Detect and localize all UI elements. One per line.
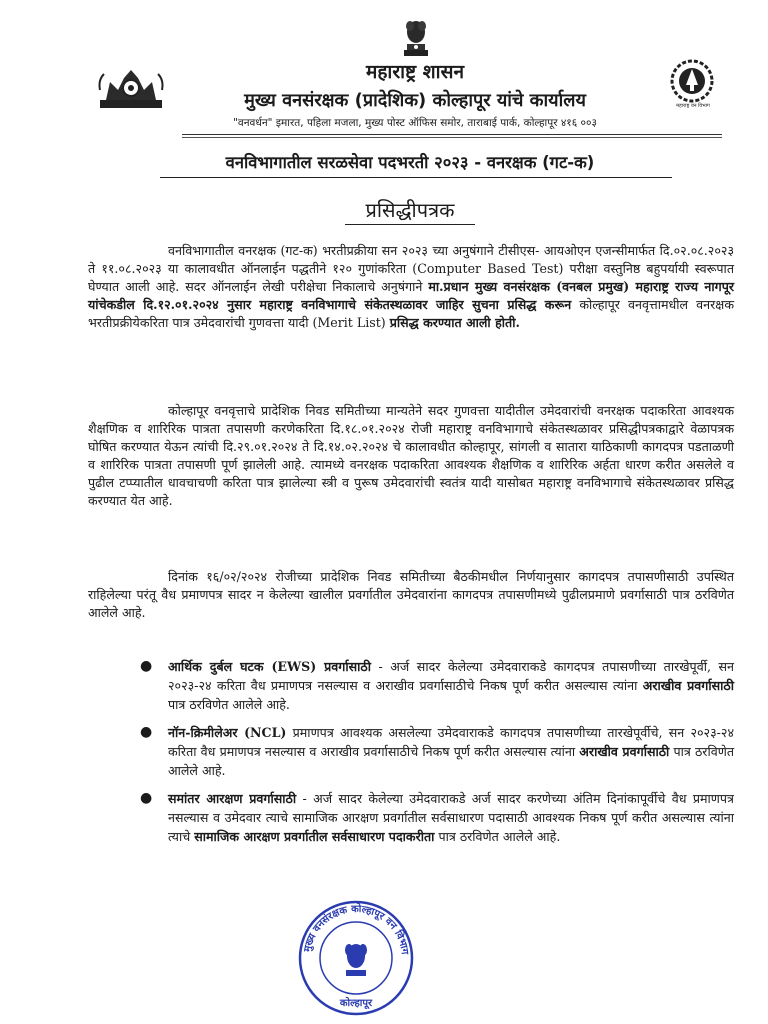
- ashoka-emblem-icon: [398, 14, 434, 58]
- subject-underline: [160, 177, 672, 178]
- notice-subject: वनविभागातील सरळसेवा पदभरती २०२३ - वनरक्षक (गट-क): [225, 153, 595, 172]
- svg-text:कोल्हापूर: कोल्हापूर: [339, 998, 373, 1009]
- bullet-icon: ●: [140, 658, 153, 674]
- office-title: मुख्य वनसंरक्षक (प्रादेशिक) कोल्हापूर यांचे कार्यालय: [244, 90, 586, 111]
- govt-title: महाराष्ट्र शासन: [365, 61, 464, 83]
- list-item-parallel-reservation: ● समांतर आरक्षण प्रवर्गासाठी - अर्ज सादर केलेल्या उमेदवाराकडे अर्ज सादर करणेच्या अंतिम दिनांकापूर्वीचे वैध प्रमाणपत्र नसल्यास व उमेदवार त्याचे सामाजिक आरक्षण प्रवर्गातील सर्वसाधारण पदासाठी आवश्यक निकष पूर्ण करीत असल्यास त्यांना त्याचे सामाजिक आरक्षण प्रवर्गातील सर्वसाधारण पदाकरीता पात्र ठरविणेत आलेले आहे.: [140, 790, 734, 844]
- office-seal-icon: [296, 898, 416, 1018]
- bullet-icon: ●: [140, 790, 153, 806]
- header-divider: [182, 134, 722, 135]
- category-list: [140, 657, 735, 855]
- office-address: "वनवर्धन" इमारत, पहिला मजला, मुख्य पोस्ट ऑफिस समोर, ताराबाई पार्क, कोल्हापूर ४१६ ००३: [233, 117, 597, 129]
- right-logo-caption: महाराष्ट्र वन विभाग: [676, 103, 710, 109]
- paragraph-committee-decision: दिनांक १६/०२/२०२४ रोजीच्या प्रादेशिक निवड समितीच्या बैठकीमधील निर्णयानुसार कागदपत्र तपासणीसाठी उपस्थित राहिलेल्या परंतू वैध प्रमाणपत्र सादर न केलेल्या खालील प्रवर्गातील उमेदवारांना कागदपत्र तपासणीमध्ये पुढीलप्रमाणे प्रवर्गासाठी पात्र ठरविणेत आलेले आहे.: [88, 569, 734, 620]
- notice-heading-underline: [345, 224, 475, 225]
- paragraph-verification: कोल्हापूर वनवृत्ताचे प्रादेशिक निवड समितीच्या मान्यतेने सदर गुणवत्ता यादीतील उमेदवारांची वनरक्षक पदाकरिता आवश्यक शैक्षणिक व शारिरिक पात्रता तपासणी करणेकरिता दि.१८.०१.२०२४ रोजी महाराष्ट्र वनविभागाचे संकेतस्थळावर प्रसिद्धीपत्रकाद्वारे वेळापत्रक घोषित करण्यात येऊन त्यांची दि.२९.०१.२०२४ ते दि.१४.०२.२०२४ चे कालावधीत कोल्हापूर, सांगली व सातारा याठिकाणी कागदपत्र पडताळणी व शारिरिक पात्रता तपासणी पूर्ण झालेली आहे. त्यामध्ये वनरक्षक पदाकरिता आवश्यक शैक्षणिक व शारिरिक अर्हता धारण करीत असलेले व पुढील टप्प्यातील धावचाचणी करिता पात्र झालेल्या स्त्री व पुरूष उमेदवारांची स्वतंत्र यादी यासोबत महाराष्ट्र वनविभागाचे संकेतस्थळावर प्रसिद्ध करण्यात येत आहे.: [88, 403, 734, 508]
- header-divider-secondary: [182, 137, 722, 138]
- svg-text:मुख्य वनसंरक्षक कोल्हापूर वन व: मुख्य वनसंरक्षक कोल्हापूर वन विभाग: [302, 903, 410, 956]
- bullet-icon: ●: [140, 724, 153, 740]
- list-item-ncl: ● नॉन-क्रिमीलेअर (NCL) प्रमाणपत्र आवश्यक असलेल्या उमेदवाराकडे कागदपत्र तपासणीच्या तारखेपूर्वीचे, सन २०२३-२४ करिता वैध प्रमाणपत्र नसल्यास व अराखीव प्रवर्गासाठीचे निकष पूर्ण करीत असल्यास त्यांना अराखीव प्रवर्गासाठी पात्र ठरविणेत आलेले आहे.: [140, 724, 735, 778]
- paragraph-merit-list: वनविभागातील वनरक्षक (गट-क) भरतीप्रक्रीया सन २०२३ च्या अनुषंगाने टीसीएस- आयओएन एजन्सीमार्फत दि.०२.०८.२०२३ ते ११.०८.२०२३ या कालावधीत ऑनलाईन पद्धतीने १२० गुणांकरिता (Computer Based Test) परीक्षा वस्तुनिष्ठ बहुपर्यायी स्वरूपात घेण्यात आली आहे. सदर ऑनलाईन लेखी परीक्षेचा निकालाचे अनुषंगाने मा.प्रधान मुख्य वनसंरक्षक (वनबल प्रमुख) महाराष्ट्र राज्य नागपूर यांचेकडील दि.१२.०१.२०२४ नुसार महाराष्ट्र वनविभागाचे संकेतस्थळावर जाहिर सुचना प्रसिद्ध करून कोल्हापूर वनवृत्तामधील वनरक्षक भरतीप्रक्रीयेकरिता पात्र उमेदवारांची गुणवत्ता यादी (Merit List) प्रसिद्ध करण्यात आली होती.: [88, 243, 734, 330]
- list-item-ews: ● आर्थिक दुर्बल घटक (EWS) प्रवर्गासाठी - अर्ज सादर केलेल्या उमेदवाराकडे कागदपत्र तपासणीच्या तारखेपूर्वी, सन २०२३-२४ करिता वैध प्रमाणपत्र नसल्यास व अराखीव प्रवर्गासाठीचे निकष पूर्ण करीत असल्यास त्यांना अराखीव प्रवर्गासाठी पात्र ठरविणेत आलेले आहे.: [140, 658, 734, 712]
- notice-heading: प्रसिद्धीपत्रक: [365, 198, 455, 222]
